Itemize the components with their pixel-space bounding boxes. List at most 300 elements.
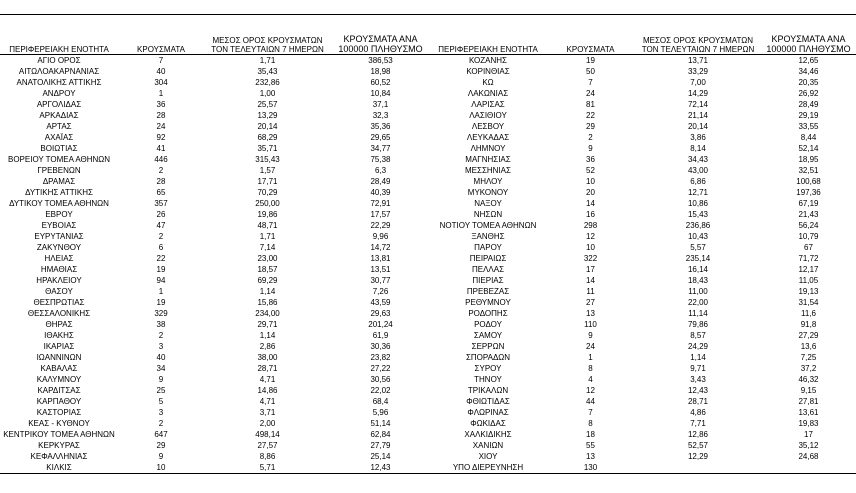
cell-region-left: ΑΝΑΤΟΛΙΚΗΣ ΑΤΤΙΚΗΣ [16, 78, 102, 87]
table-row [0, 132, 856, 143]
cell-region-left: ΘΕΣΠΡΩΤΙΑΣ [33, 298, 85, 307]
cell-region-left: ΙΚΑΡΙΑΣ [43, 342, 75, 351]
cell-region-right: ΠΡΕΒΕΖΑΣ [466, 287, 510, 296]
cell-region-left: ΚΑΡΔΙΤΣΑΣ [37, 386, 81, 395]
cell-cases-left: 92 [156, 133, 166, 142]
cell-avg7-right: 15,43 [687, 210, 709, 219]
cell-per100k-right: 28,49 [798, 100, 819, 109]
cell-per100k-right: 24,68 [798, 452, 819, 461]
cell-cases-left: 38 [156, 320, 166, 329]
cell-region-left: ΘΕΣΣΑΛΟΝΙΚΗΣ [27, 309, 91, 318]
cell-per100k-right: 7,25 [800, 353, 817, 362]
cell-per100k-left: 29,63 [370, 309, 391, 318]
table-row [0, 418, 856, 429]
cell-cases-right: 24 [586, 342, 595, 351]
cell-cases-right: 16 [586, 210, 595, 219]
header-avg7-left: ΜΕΣΟΣ ΟΡΟΣ ΚΡΟΥΣΜΑΤΩΝ ΤΟΝ ΤΕΛΕΥΤΑΙΩΝ 7 ΗΜΕΡΩΝ [204, 32, 331, 55]
header-region-right: ΠΕΡΙΦΕΡΕΙΑΚΗ ΕΝΟΤΗΤΑ [430, 32, 546, 55]
table-row [0, 187, 856, 198]
cell-per100k-left: 30,56 [370, 375, 391, 384]
header-per100k-left: ΚΡΟΥΣΜΑΤΑ ΑΝΑ 100000 ΠΛΗΘΥΣΜΟ [331, 32, 430, 55]
cell-per100k-right: 33,55 [798, 122, 819, 131]
cell-region-right: ΝΟΤΙΟΥ ΤΟΜΕΑ ΑΘΗΝΩΝ [439, 221, 537, 230]
cell-cases-left: 2 [158, 331, 164, 340]
cell-region-right: ΚΟΡΙΝΘΙΑΣ [466, 67, 510, 76]
cell-avg7-left: 27,57 [257, 441, 278, 450]
cell-cases-right: 27 [586, 298, 595, 307]
cell-region-right: ΛΗΜΝΟΥ [470, 144, 506, 153]
cell-cases-left: 40 [156, 67, 166, 76]
table-row [0, 319, 856, 330]
cell-cases-right: 8 [588, 364, 593, 373]
cell-cases-left: 329 [154, 309, 168, 318]
cell-cases-left: 47 [156, 221, 166, 230]
cell-avg7-right: 9,71 [690, 364, 706, 373]
cell-per100k-right: 32,51 [798, 166, 819, 175]
table-row [0, 165, 856, 176]
cell-region-right: ΧΑΝΙΩΝ [472, 441, 504, 450]
cell-avg7-right: 14,29 [687, 89, 709, 98]
cell-region-right: ΣΑΜΟΥ [473, 331, 503, 340]
cell-avg7-right: 10,43 [687, 232, 709, 241]
cell-per100k-right: 27,81 [798, 397, 819, 406]
cell-cases-left: 7 [158, 56, 164, 65]
cell-avg7-left: 20,14 [257, 122, 278, 131]
cell-cases-left: 36 [156, 100, 166, 109]
table-row [0, 88, 856, 99]
cell-per100k-left: 60,52 [370, 78, 391, 87]
cell-region-left: ΚΙΛΚΙΣ [46, 463, 72, 472]
cell-per100k-right: 12,17 [798, 265, 819, 274]
header-cases-left: ΚΡΟΥΣΜΑΤΑ [118, 32, 204, 55]
cell-region-left: ΖΑΚΥΝΘΟΥ [36, 243, 82, 252]
cell-avg7-right: 8,14 [690, 144, 706, 153]
cell-per100k-left: 22,29 [370, 221, 391, 230]
cell-region-right: ΦΩΚΙΔΑΣ [470, 419, 506, 428]
cell-cases-left: 26 [156, 210, 166, 219]
cell-avg7-right: 34,43 [687, 155, 709, 164]
cell-region-right: ΡΕΘΥΜΝΟΥ [465, 298, 511, 307]
cell-region-right: ΜΑΓΝΗΣΙΑΣ [465, 155, 511, 164]
table-body [0, 55, 856, 474]
cell-region-left: ΚΕΝΤΡΙΚΟΥ ΤΟΜΕΑ ΑΘΗΝΩΝ [3, 430, 115, 439]
cell-cases-right: 9 [588, 331, 593, 340]
table-row [0, 374, 856, 385]
cell-per100k-left: 14,72 [370, 243, 391, 252]
cell-region-left: ΗΡΑΚΛΕΙΟΥ [36, 276, 82, 285]
cell-per100k-left: 29,65 [370, 133, 391, 142]
cell-cases-right: 19 [586, 56, 595, 65]
cell-avg7-left: 35,71 [257, 144, 278, 153]
cell-avg7-right: 4,86 [690, 408, 706, 417]
cell-avg7-right: 12,43 [687, 386, 709, 395]
cell-avg7-right: 235,14 [685, 254, 711, 263]
cell-region-left: ΙΘΑΚΗΣ [44, 331, 74, 340]
cell-avg7-left: 7,14 [259, 243, 276, 252]
cell-region-left: ΗΜΑΘΙΑΣ [40, 265, 78, 274]
cell-per100k-left: 40,39 [370, 188, 391, 197]
cell-avg7-right: 33,29 [687, 67, 709, 76]
cell-avg7-left: 2,86 [259, 342, 276, 351]
cell-region-left: ΔΥΤΙΚΗΣ ΑΤΤΙΚΗΣ [25, 188, 93, 197]
table-row [0, 66, 856, 77]
cell-cases-right: 8 [588, 419, 593, 428]
cell-cases-left: 2 [158, 419, 164, 428]
cell-avg7-left: 35,43 [257, 67, 278, 76]
cell-region-left: ΚΕΡΚΥΡΑΣ [38, 441, 80, 450]
table-row [0, 55, 856, 67]
table-row [0, 352, 856, 363]
table-row [0, 121, 856, 132]
cell-per100k-right: 67,19 [798, 199, 819, 208]
cell-region-right: ΛΕΣΒΟΥ [471, 122, 505, 131]
table-row [0, 209, 856, 220]
cell-cases-left: 41 [156, 144, 166, 153]
cell-avg7-right: 21,14 [687, 111, 709, 120]
table-row [0, 341, 856, 352]
cell-cases-left: 34 [156, 364, 166, 373]
cell-per100k-left: 201,24 [368, 320, 393, 329]
cell-per100k-left: 51,14 [370, 419, 391, 428]
table-row [0, 407, 856, 418]
cell-avg7-left: 8,86 [259, 452, 276, 461]
cell-avg7-left: 13,29 [257, 111, 278, 120]
cell-per100k-left: 37,1 [372, 100, 389, 109]
cell-per100k-left: 22,02 [370, 386, 391, 395]
cell-avg7-right: 7,71 [690, 419, 706, 428]
cell-per100k-left: 32,3 [372, 111, 389, 120]
table-row [0, 220, 856, 231]
cell-avg7-left: 1,57 [259, 166, 276, 175]
cell-cases-right: 36 [586, 155, 595, 164]
cell-cases-left: 28 [156, 177, 166, 186]
cell-avg7-left: 315,43 [255, 155, 280, 164]
cell-region-left: ΙΩΑΝΝΙΝΩΝ [36, 353, 82, 362]
cell-avg7-right: 28,71 [687, 397, 709, 406]
cell-region-left: ΑΡΓΟΛΙΔΑΣ [36, 100, 82, 109]
table-row [0, 275, 856, 286]
cell-cases-right: 81 [586, 100, 595, 109]
cell-per100k-left: 7,26 [372, 287, 389, 296]
cell-avg7-right: 43,00 [687, 166, 709, 175]
cell-per100k-left: 10,84 [370, 89, 391, 98]
cell-cases-right: 55 [586, 441, 595, 450]
cell-cases-left: 9 [158, 452, 164, 461]
table-row [0, 264, 856, 275]
table-row [0, 176, 856, 187]
cell-cases-right: 10 [586, 177, 595, 186]
cell-cases-right: 322 [583, 254, 598, 263]
header-avg7-right: ΜΕΣΟΣ ΟΡΟΣ ΚΡΟΥΣΜΑΤΩΝ ΤΟΝ ΤΕΛΕΥΤΑΙΩΝ 7 ΗΜΕΡΩΝ [635, 32, 761, 55]
cell-region-left: ΕΥΡΥΤΑΝΙΑΣ [34, 232, 84, 241]
cell-per100k-right: 34,46 [798, 67, 819, 76]
table-row [0, 429, 856, 440]
table-row [0, 330, 856, 341]
cell-region-right: ΦΛΩΡΙΝΑΣ [467, 408, 509, 417]
cell-avg7-right: 8,57 [690, 331, 706, 340]
cell-per100k-left: 35,36 [370, 122, 391, 131]
cell-avg7-right: 12,29 [687, 452, 709, 461]
cell-region-left: ΒΟΙΩΤΙΑΣ [40, 144, 78, 153]
cell-per100k-left: 12,43 [370, 463, 391, 472]
cell-avg7-right: 16,14 [687, 265, 709, 274]
cell-cases-right: 7 [588, 408, 593, 417]
cell-region-left: ΚΕΑΣ - ΚΥΘΝΟΥ [28, 419, 90, 428]
cell-per100k-right: 19,83 [798, 419, 819, 428]
table-row [0, 99, 856, 110]
cell-per100k-left: 75,38 [370, 155, 391, 164]
cell-region-right: ΛΑΡΙΣΑΣ [471, 100, 505, 109]
cell-avg7-left: 234,00 [255, 309, 280, 318]
cell-avg7-right: 6,86 [690, 177, 706, 186]
cell-cases-right: 13 [586, 309, 595, 318]
cases-table [0, 32, 856, 473]
cell-cases-left: 2 [158, 166, 164, 175]
cell-per100k-right: 21,43 [798, 210, 819, 219]
cell-per100k-left: 30,36 [370, 342, 391, 351]
cell-region-left: ΓΡΕΒΕΝΩΝ [37, 166, 81, 175]
cell-avg7-left: 4,71 [259, 397, 276, 406]
header-cases-right: ΚΡΟΥΣΜΑΤΑ [546, 32, 635, 55]
cell-cases-left: 19 [156, 298, 166, 307]
cell-cases-right: 44 [586, 397, 595, 406]
cell-cases-left: 5 [158, 397, 164, 406]
header-per100k-right: ΚΡΟΥΣΜΑΤΑ ΑΝΑ 100000 ΠΛΗΘΥΣΜΟ [761, 32, 856, 55]
cell-region-left: ΚΑΒΑΛΑΣ [40, 364, 78, 373]
cell-cases-left: 10 [156, 463, 166, 472]
cell-per100k-right: 17 [804, 430, 813, 439]
cell-per100k-left: 23,82 [370, 353, 391, 362]
cell-cases-left: 29 [156, 441, 166, 450]
table-row [0, 308, 856, 319]
cell-avg7-right: 5,57 [690, 243, 706, 252]
cell-cases-right: 13 [586, 452, 595, 461]
table-row [0, 363, 856, 374]
table-row [0, 198, 856, 209]
cell-avg7-right [635, 462, 761, 473]
cell-avg7-right: 79,86 [687, 320, 709, 329]
table-row [0, 253, 856, 264]
cell-region-right: ΠΕΛΛΑΣ [471, 265, 505, 274]
cell-cases-right: 12 [586, 386, 595, 395]
cell-cases-right: 2 [588, 133, 593, 142]
cell-region-right: ΡΟΔΟΥ [474, 320, 502, 329]
cell-avg7-left: 1,71 [259, 56, 276, 65]
cell-avg7-left: 5,71 [259, 463, 276, 472]
cell-region-left: ΘΗΡΑΣ [45, 320, 73, 329]
table-row [0, 451, 856, 462]
cell-avg7-right: 13,71 [687, 56, 709, 65]
table-row [0, 286, 856, 297]
cell-avg7-right: 12,86 [687, 430, 709, 439]
cell-avg7-left: 68,29 [257, 133, 278, 142]
cell-avg7-left: 70,29 [257, 188, 278, 197]
cell-avg7-right: 22,00 [687, 298, 709, 307]
cell-per100k-left: 13,81 [370, 254, 391, 263]
cell-per100k-right: 12,65 [798, 56, 819, 65]
cell-per100k-left: 28,49 [370, 177, 391, 186]
cell-region-left: ΒΟΡΕΙΟΥ ΤΟΜΕΑ ΑΘΗΝΩΝ [7, 155, 111, 164]
cell-region-right: ΜΕΣΣΗΝΙΑΣ [465, 166, 511, 175]
cell-cases-right: 24 [586, 89, 595, 98]
cell-cases-right: 20 [586, 188, 595, 197]
cell-avg7-left: 18,57 [257, 265, 278, 274]
cell-avg7-right: 3,86 [690, 133, 706, 142]
cell-cases-right: 17 [586, 265, 595, 274]
cell-avg7-left: 28,71 [257, 364, 278, 373]
cell-cases-right: 52 [586, 166, 595, 175]
cell-region-right: ΤΗΝΟΥ [474, 375, 502, 384]
table-row [0, 396, 856, 407]
table-row [0, 110, 856, 121]
cell-avg7-left: 38,00 [257, 353, 278, 362]
cell-region-right: ΤΡΙΚΑΛΩΝ [467, 386, 509, 395]
cell-cases-right: 11 [586, 287, 595, 296]
cell-region-left: ΑΧΑΪΑΣ [44, 133, 74, 142]
cell-region-right: ΧΙΟΥ [478, 452, 498, 461]
cell-avg7-right: 52,57 [687, 441, 709, 450]
cell-per100k-left: 6,3 [374, 166, 387, 175]
cell-avg7-right: 11,14 [688, 309, 708, 318]
cell-region-right: ΚΟΖΑΝΗΣ [468, 56, 508, 65]
cell-avg7-left: 48,71 [257, 221, 278, 230]
cell-cases-left: 40 [156, 353, 166, 362]
cell-avg7-left: 17,71 [257, 177, 278, 186]
cell-region-left: ΑΝΔΡΟΥ [42, 89, 76, 98]
header-region-left: ΠΕΡΙΦΕΡΕΙΑΚΗ ΕΝΟΤΗΤΑ [0, 32, 118, 55]
cell-region-left: ΚΕΦΑΛΛΗΝΙΑΣ [30, 452, 88, 461]
cell-per100k-right: 13,61 [798, 408, 819, 417]
cell-region-left: ΚΑΣΤΟΡΙΑΣ [36, 408, 82, 417]
cell-per100k-right: 91,8 [800, 320, 817, 329]
cell-region-left: ΑΙΤΩΛΟΑΚΑΡΝΑΝΙΑΣ [18, 67, 100, 76]
cell-per100k-right: 19,13 [798, 287, 819, 296]
cell-cases-right: 7 [588, 78, 593, 87]
cell-region-right: ΞΑΝΘΗΣ [471, 232, 505, 241]
cell-avg7-right: 12,71 [687, 188, 709, 197]
table-row [0, 154, 856, 165]
cell-per100k-right: 9,15 [800, 386, 817, 395]
cell-cases-left: 3 [158, 408, 164, 417]
cell-avg7-right: 11,00 [688, 287, 708, 296]
cell-avg7-left: 1,71 [259, 232, 276, 241]
cell-per100k-left: 25,14 [370, 452, 391, 461]
cell-cases-right: 9 [588, 144, 593, 153]
cell-region-right: ΥΠΟ ΔΙΕΡΕΥΝΗΣΗ [452, 463, 524, 472]
cell-avg7-left: 4,71 [259, 375, 276, 384]
cell-cases-left: 28 [156, 111, 166, 120]
cell-cases-left: 22 [156, 254, 166, 263]
cell-cases-right: 12 [586, 232, 595, 241]
cell-region-left: ΕΒΡΟΥ [45, 210, 73, 219]
cell-avg7-left: 19,86 [257, 210, 278, 219]
cell-region-right: ΝΗΣΩΝ [473, 210, 503, 219]
cell-region-right: ΣΠΟΡΑΔΩΝ [465, 353, 511, 362]
top-rule [0, 14, 856, 15]
cell-per100k-left: 30,77 [370, 276, 391, 285]
cell-cases-left: 2 [158, 232, 164, 241]
cell-avg7-left: 1,00 [259, 89, 276, 98]
cell-per100k-left: 5,96 [372, 408, 389, 417]
cell-per100k-right: 46,32 [798, 375, 819, 384]
cell-per100k-left: 62,84 [370, 430, 391, 439]
cell-avg7-right: 1,14 [690, 353, 706, 362]
cell-region-right: ΛΕΥΚΑΔΑΣ [466, 133, 510, 142]
cell-cases-right: 10 [586, 243, 595, 252]
cell-avg7-left: 3,71 [259, 408, 276, 417]
cell-per100k-left: 17,57 [370, 210, 391, 219]
cell-per100k-right: 100,68 [796, 177, 821, 186]
table-row [0, 440, 856, 451]
cell-cases-right: 22 [586, 111, 595, 120]
table-row [0, 231, 856, 242]
cell-per100k-left: 27,22 [370, 364, 391, 373]
cell-cases-right: 29 [586, 122, 595, 131]
cell-per100k-right: 31,54 [798, 298, 819, 307]
table-row [0, 385, 856, 396]
cell-region-left: ΚΑΛΥΜΝΟΥ [36, 375, 82, 384]
cell-per100k-left: 68,4 [372, 397, 389, 406]
cell-avg7-right: 72,14 [687, 100, 709, 109]
cell-per100k-right: 197,36 [796, 188, 821, 197]
cell-region-right: ΝΑΞΟΥ [474, 199, 502, 208]
cell-avg7-left: 1,14 [259, 287, 276, 296]
cell-avg7-left: 250,00 [255, 199, 280, 208]
cell-per100k-right: 37,2 [800, 364, 817, 373]
cell-per100k-left: 9,96 [372, 232, 389, 241]
cell-region-right: ΡΟΔΟΠΗΣ [468, 309, 508, 318]
cell-avg7-left: 2,00 [259, 419, 276, 428]
cell-per100k-left: 27,79 [370, 441, 391, 450]
cell-per100k-right: 11,05 [798, 276, 819, 285]
cell-cases-left: 446 [154, 155, 168, 164]
cell-avg7-right: 3,43 [690, 375, 706, 384]
cell-avg7-left: 498,14 [255, 430, 280, 439]
cell-per100k-left: 386,53 [368, 56, 393, 65]
cell-region-left: ΔΥΤΙΚΟΥ ΤΟΜΕΑ ΑΘΗΝΩΝ [9, 199, 109, 208]
cell-region-right: ΛΑΚΩΝΙΑΣ [467, 89, 509, 98]
cell-region-left: ΗΛΕΙΑΣ [44, 254, 74, 263]
cell-cases-left: 1 [158, 89, 164, 98]
table-row [0, 462, 856, 473]
cell-avg7-right: 10,86 [687, 199, 709, 208]
cell-region-left: ΑΓΙΟ ΟΡΟΣ [37, 56, 81, 65]
table-row [0, 143, 856, 154]
cell-region-left: ΘΑΣΟΥ [45, 287, 73, 296]
cell-per100k-right: 29,19 [798, 111, 819, 120]
cell-cases-left: 65 [156, 188, 166, 197]
cell-cases-left: 24 [156, 122, 166, 131]
cell-per100k-right [761, 462, 856, 473]
cell-region-right: ΜΥΚΟΝΟΥ [467, 188, 509, 197]
cell-avg7-left: 23,00 [257, 254, 278, 263]
cell-region-left: ΔΡΑΜΑΣ [42, 177, 76, 186]
cell-region-right: ΣΥΡΟΥ [474, 364, 502, 373]
cell-cases-left: 304 [154, 78, 168, 87]
cell-avg7-right: 24,29 [687, 342, 709, 351]
cell-cases-right: 14 [586, 199, 595, 208]
cell-cases-right: 14 [586, 276, 595, 285]
cell-region-left: ΕΥΒΟΙΑΣ [41, 221, 77, 230]
cell-region-right: ΛΑΣΙΘΙΟΥ [469, 111, 507, 120]
cell-region-right: ΚΩ [482, 78, 494, 87]
cell-cases-right: 130 [583, 463, 598, 472]
cell-avg7-left: 69,29 [257, 276, 278, 285]
cell-per100k-right: 27,29 [798, 331, 819, 340]
cell-per100k-right: 52,14 [798, 144, 819, 153]
cell-per100k-left: 18,98 [370, 67, 391, 76]
table-row [0, 297, 856, 308]
